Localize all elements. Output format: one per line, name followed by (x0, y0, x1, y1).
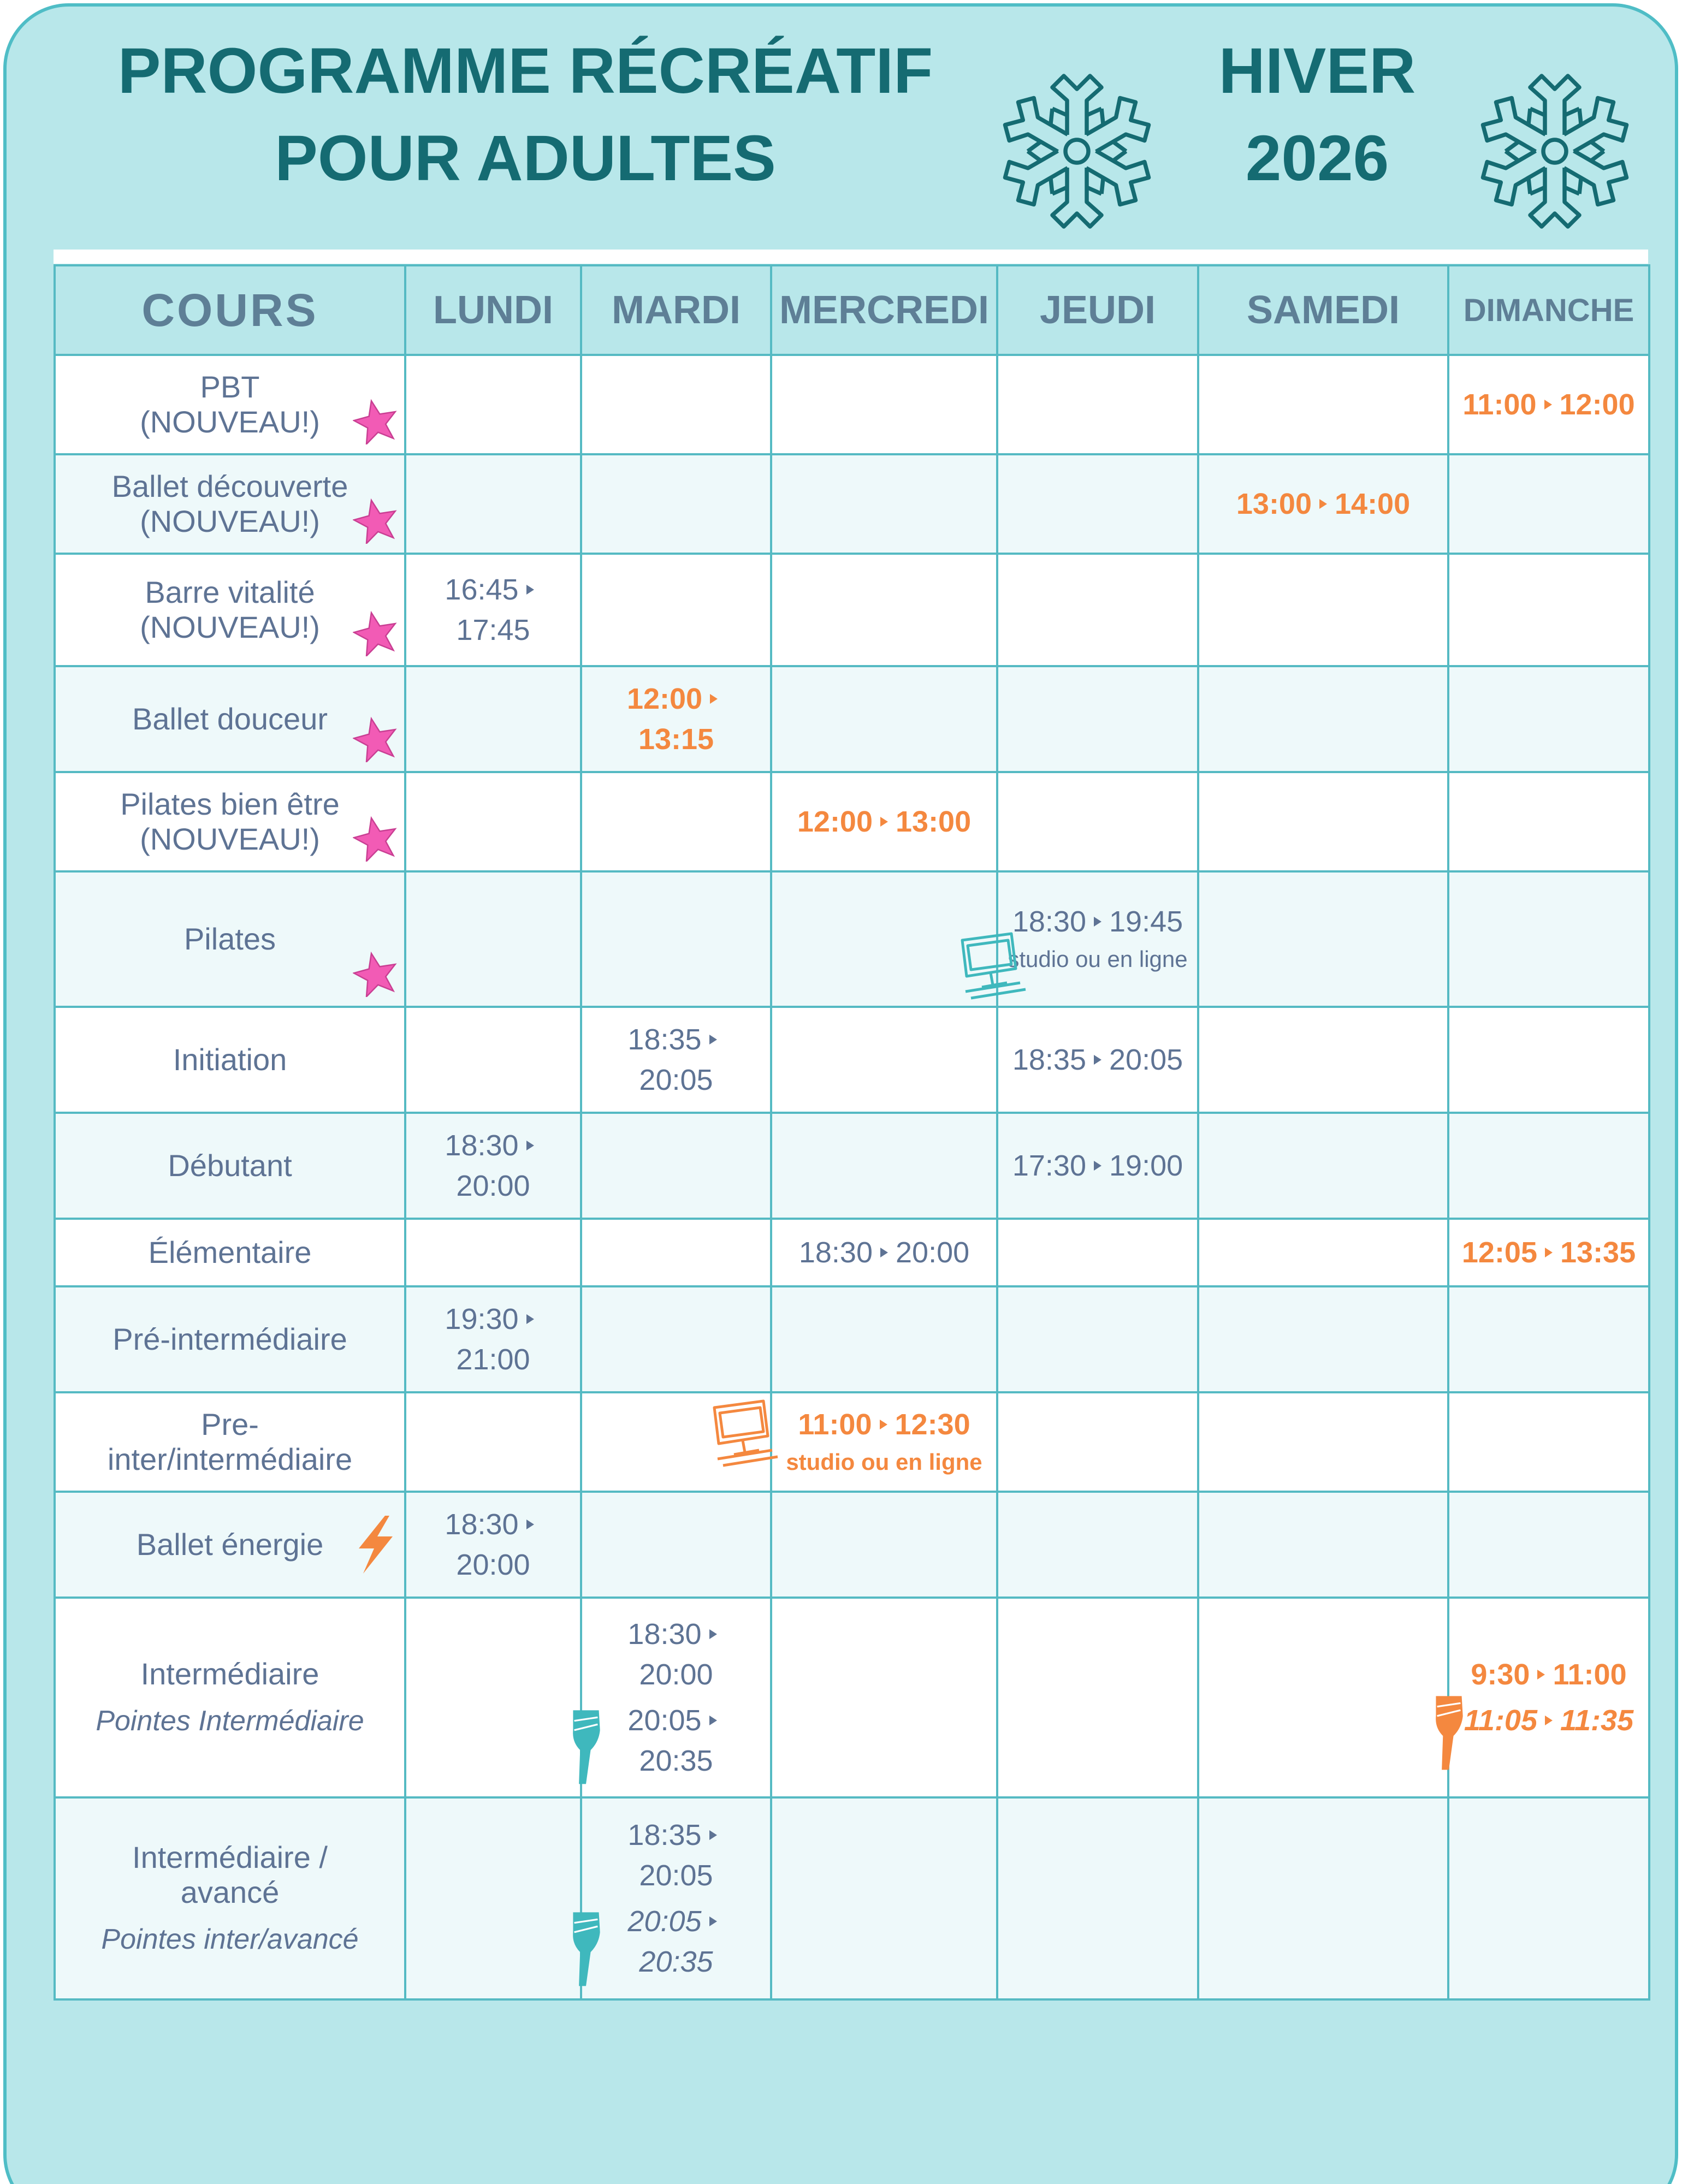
arrow-icon (880, 1420, 887, 1429)
course-cell (55, 666, 405, 772)
course-cell (55, 1113, 405, 1219)
arrow-icon (1319, 499, 1327, 509)
time-range: 13:00 14:00 (1236, 488, 1411, 520)
schedule-cell-mercredi (771, 554, 997, 666)
schedule-cell-jeudi (997, 1598, 1198, 1797)
star-icon (353, 716, 399, 762)
time-slot (406, 569, 580, 650)
course-name: Intermédiaire / (132, 1840, 328, 1874)
schedule-cell-samedi (1198, 1598, 1448, 1797)
time-slot (1449, 1654, 1648, 1741)
lightning-bolt-icon (352, 1515, 399, 1575)
column-header-samedi: SAMEDI (1198, 265, 1448, 355)
schedule-card (3, 3, 1678, 2184)
time-end: 20:05 (639, 1064, 713, 1096)
schedule-cell-jeudi (997, 1286, 1198, 1392)
pointes-time (582, 1700, 770, 1781)
course-cell (55, 554, 405, 666)
course-cell (55, 1286, 405, 1392)
column-header-mardi: MARDI (581, 265, 771, 355)
schedule-cell-mardi (581, 1598, 771, 1797)
course-name: Pilates bien être (120, 787, 340, 821)
table-row (55, 871, 1649, 1007)
table-row (55, 666, 1649, 772)
schedule-cell-dimanche (1448, 454, 1649, 554)
course-cell (55, 355, 405, 454)
time-range: 17:30 19:00 (1012, 1149, 1183, 1182)
schedule-cell-samedi (1198, 1492, 1448, 1598)
course-name: Pre- (201, 1407, 259, 1441)
schedule-cell-mardi (581, 1113, 771, 1219)
schedule-cell-lundi (405, 1797, 581, 1999)
table-row (55, 1598, 1649, 1797)
schedule-cell-mercredi (771, 666, 997, 772)
schedule-cell-dimanche (1448, 554, 1649, 666)
header-divider (54, 250, 1648, 264)
schedule-cell-dimanche (1448, 1598, 1649, 1797)
time-slot (406, 1299, 580, 1380)
schedule-cell-samedi (1198, 772, 1448, 871)
time-end: 20:00 (639, 1658, 713, 1691)
schedule-cell-mardi (581, 355, 771, 454)
course-cell (55, 871, 405, 1007)
column-header-lundi: LUNDI (405, 265, 581, 355)
schedule-cell-dimanche (1448, 355, 1649, 454)
schedule-cell-dimanche (1448, 1113, 1649, 1219)
schedule-cell-samedi (1198, 871, 1448, 1007)
arrow-icon (880, 1248, 888, 1257)
time-end: 20:00 (456, 1548, 530, 1581)
schedule-cell-lundi (405, 454, 581, 554)
arrow-icon (709, 1916, 717, 1926)
snowflake-icon (987, 61, 1167, 241)
snowflake-icon (1465, 61, 1645, 241)
time-end: 17:45 (456, 614, 530, 646)
time-slot (998, 1146, 1197, 1186)
column-header-jeudi: JEUDI (997, 265, 1198, 355)
header-row (55, 265, 1649, 355)
schedule-cell-mercredi (771, 355, 997, 454)
schedule-cell-jeudi (997, 1492, 1198, 1598)
pointe-shoe-icon (567, 1707, 605, 1789)
schedule-cell-lundi (405, 1286, 581, 1392)
schedule-cell-lundi (405, 355, 581, 454)
schedule-cell-lundi (405, 554, 581, 666)
arrow-icon (709, 1830, 717, 1840)
time-slot (582, 1614, 770, 1781)
schedule-cell-mardi (581, 666, 771, 772)
time-start: 18:35 (582, 1815, 770, 1855)
pointes-end: 20:35 (639, 1744, 713, 1777)
course-cell (55, 1007, 405, 1113)
schedule-cell-jeudi (997, 554, 1198, 666)
schedule-cell-samedi (1198, 1113, 1448, 1219)
schedule-cell-mercredi (771, 1286, 997, 1392)
table-row (55, 1797, 1649, 1999)
time-slot (772, 802, 996, 842)
column-header-cours: COURS (55, 265, 405, 355)
course-cell (55, 772, 405, 871)
season-line-2: 2026 (1245, 122, 1389, 194)
course-name: (NOUVEAU!) (140, 822, 320, 856)
star-icon (353, 610, 399, 656)
schedule-cell-mercredi (771, 772, 997, 871)
schedule-cell-dimanche (1448, 772, 1649, 871)
course-cell (55, 454, 405, 554)
schedule-cell-lundi (405, 1492, 581, 1598)
star-icon (353, 816, 399, 862)
time-slot (582, 1815, 770, 1982)
schedule-cell-jeudi (997, 454, 1198, 554)
star-icon (353, 399, 399, 444)
schedule-cell-dimanche (1448, 1007, 1649, 1113)
schedule-cell-samedi (1198, 1286, 1448, 1392)
course-cell (55, 1797, 405, 1999)
schedule-cell-dimanche (1448, 1286, 1649, 1392)
schedule-cell-mardi (581, 1797, 771, 1999)
pointe-shoe-icon (1430, 1693, 1468, 1775)
time-slot (772, 1232, 996, 1273)
course-name: (NOUVEAU!) (140, 610, 320, 644)
time-range: 12:00 13:00 (797, 805, 972, 838)
schedule-cell-dimanche (1448, 1492, 1649, 1598)
time-slot (406, 1125, 580, 1206)
time-range: 11:00 12:00 (1462, 388, 1635, 421)
star-icon (353, 951, 399, 997)
online-note: studio ou en ligne (786, 1449, 982, 1475)
course-name: Pilates (183, 922, 276, 956)
table-row (55, 1007, 1649, 1113)
table-row (55, 554, 1649, 666)
schedule-cell-jeudi (997, 666, 1198, 772)
course-cell (55, 1219, 405, 1286)
schedule-cell-samedi (1198, 454, 1448, 554)
schedule-cell-mercredi (771, 1219, 997, 1286)
schedule-cell-mardi (581, 871, 771, 1007)
schedule-cell-samedi (1198, 666, 1448, 772)
arrow-icon (709, 1716, 717, 1725)
schedule-cell-jeudi (997, 1797, 1198, 1999)
time-slot (772, 1404, 996, 1480)
schedule-cell-samedi (1198, 1007, 1448, 1113)
course-cell (55, 1492, 405, 1598)
table-row (55, 1492, 1649, 1598)
season-line-1: HIVER (1218, 35, 1416, 107)
online-note: studio ou en ligne (1008, 946, 1188, 972)
time-slot (1199, 484, 1447, 524)
schedule-cell-lundi (405, 871, 581, 1007)
schedule-cell-samedi (1198, 1219, 1448, 1286)
schedule-cell-jeudi (997, 1113, 1198, 1219)
schedule-cell-mercredi (771, 1113, 997, 1219)
course-name: Débutant (168, 1148, 292, 1183)
pointe-shoe-icon (567, 1909, 605, 1991)
time-slot (998, 1040, 1197, 1080)
schedule-cell-lundi (405, 1007, 581, 1113)
pointes-time (582, 1901, 770, 1982)
table-row (55, 1286, 1649, 1392)
arrow-icon (526, 1520, 534, 1529)
time-start: 18:30 (406, 1125, 580, 1166)
time-start: 19:30 (406, 1299, 580, 1339)
table-row (55, 454, 1649, 554)
time-range: 11:00 12:30 (798, 1408, 970, 1441)
course-name: Intermédiaire (140, 1657, 319, 1691)
title-line-1: PROGRAMME RÉCRÉATIF (117, 35, 933, 107)
arrow-icon (1545, 1248, 1553, 1257)
arrow-icon (1544, 400, 1552, 410)
schedule-cell-mardi (581, 1492, 771, 1598)
time-start: 18:30 (406, 1504, 580, 1545)
schedule-cell-mardi (581, 554, 771, 666)
course-cell (55, 1392, 405, 1492)
schedule-cell-samedi (1198, 1392, 1448, 1492)
course-name: Élémentaire (148, 1235, 312, 1269)
schedule-cell-dimanche (1448, 1219, 1649, 1286)
pointes-start: 20:05 (582, 1700, 770, 1741)
course-name: Pré-intermédiaire (112, 1322, 347, 1356)
course-name: (NOUVEAU!) (140, 405, 320, 439)
course-name: Ballet douceur (132, 702, 328, 736)
time-range: 18:35 20:05 (1012, 1043, 1183, 1076)
star-icon (353, 498, 399, 544)
schedule-cell-mercredi (771, 1392, 997, 1492)
pointes-start: 20:05 (582, 1901, 770, 1942)
season-title (1153, 27, 1481, 202)
course-name: Barre vitalité (145, 575, 315, 609)
schedule-cell-mercredi (771, 1007, 997, 1113)
time-start: 18:35 (582, 1019, 770, 1060)
pointes-time: 11:05 11:35 (1464, 1704, 1634, 1737)
time-range: 18:30 20:00 (798, 1236, 970, 1269)
schedule-cell-jeudi (997, 355, 1198, 454)
arrow-icon (1545, 1716, 1553, 1725)
schedule-cell-lundi (405, 1392, 581, 1492)
time-end: 13:15 (638, 723, 714, 756)
schedule-cell-dimanche (1448, 871, 1649, 1007)
schedule-cell-lundi (405, 1598, 581, 1797)
table-row (55, 1392, 1649, 1492)
schedule-cell-jeudi (997, 772, 1198, 871)
schedule-cell-mercredi (771, 454, 997, 554)
time-range: 18:30 19:45 (1012, 905, 1183, 938)
course-cell (55, 1598, 405, 1797)
arrow-icon (526, 585, 534, 595)
time-slot (406, 1504, 580, 1585)
schedule-cell-mardi (581, 1219, 771, 1286)
monitor-icon (955, 930, 1037, 1001)
time-start: 16:45 (406, 569, 580, 610)
schedule-cell-samedi (1198, 554, 1448, 666)
schedule-cell-dimanche (1448, 1392, 1649, 1492)
course-name: Ballet énergie (136, 1527, 324, 1562)
schedule-cell-lundi (405, 1113, 581, 1219)
schedule-cell-mercredi (771, 1492, 997, 1598)
course-name: inter/intermédiaire (107, 1442, 353, 1476)
table-row (55, 1219, 1649, 1286)
time-slot (582, 1019, 770, 1100)
course-name: Ballet découverte (111, 469, 348, 503)
time-start: 18:30 (582, 1614, 770, 1654)
schedule-cell-jeudi (997, 1392, 1198, 1492)
schedule-cell-lundi (405, 1219, 581, 1286)
time-end: 20:05 (639, 1859, 713, 1892)
schedule-cell-lundi (405, 772, 581, 871)
schedule-cell-jeudi (997, 871, 1198, 1007)
schedule-cell-samedi (1198, 1797, 1448, 1999)
time-range: 12:05 13:35 (1461, 1236, 1636, 1269)
schedule-cell-lundi (405, 666, 581, 772)
schedule-cell-mercredi (771, 1797, 997, 1999)
arrow-icon (709, 1629, 717, 1639)
time-slot (1449, 1232, 1648, 1273)
table-row (55, 355, 1649, 454)
arrow-icon (709, 1035, 717, 1044)
time-end: 21:00 (456, 1343, 530, 1376)
course-name: PBT (200, 370, 260, 404)
schedule-table (54, 264, 1650, 2001)
monitor-icon (707, 1398, 789, 1469)
schedule-cell-mercredi (771, 1598, 997, 1797)
course-name: (NOUVEAU!) (140, 504, 320, 538)
column-header-mercredi: MERCREDI (771, 265, 997, 355)
schedule-cell-dimanche (1448, 666, 1649, 772)
course-name: avancé (180, 1875, 280, 1909)
schedule-cell-mardi (581, 1286, 771, 1392)
arrow-icon (1094, 1161, 1101, 1171)
schedule-cell-jeudi (997, 1219, 1198, 1286)
table-row (55, 1113, 1649, 1219)
arrow-icon (526, 1314, 534, 1324)
time-slot (582, 679, 770, 759)
title-line-2: POUR ADULTES (275, 122, 776, 194)
arrow-icon (1094, 1055, 1101, 1065)
time-end: 20:00 (456, 1170, 530, 1202)
schedule-cell-mardi (581, 454, 771, 554)
column-header-dimanche: DIMANCHE (1448, 265, 1649, 355)
schedule-cell-mardi (581, 772, 771, 871)
arrow-icon (1094, 917, 1101, 927)
schedule-cell-mardi (581, 1007, 771, 1113)
schedule-cell-jeudi (997, 1007, 1198, 1113)
arrow-icon (1537, 1670, 1545, 1679)
table-row (55, 772, 1649, 871)
arrow-icon (710, 694, 718, 704)
time-range: 9:30 11:00 (1471, 1658, 1627, 1691)
arrow-icon (880, 817, 888, 827)
arrow-icon (526, 1141, 534, 1150)
course-name: Initiation (173, 1042, 287, 1077)
pointes-subtitle: Pointes inter/avancé (101, 1924, 359, 1955)
pointes-end: 20:35 (639, 1945, 713, 1978)
schedule-cell-samedi (1198, 355, 1448, 454)
time-slot (1449, 384, 1648, 425)
pointes-subtitle: Pointes Intermédiaire (96, 1705, 364, 1737)
program-title (50, 27, 1000, 202)
time-start: 12:00 (582, 679, 770, 719)
schedule-cell-dimanche (1448, 1797, 1649, 1999)
